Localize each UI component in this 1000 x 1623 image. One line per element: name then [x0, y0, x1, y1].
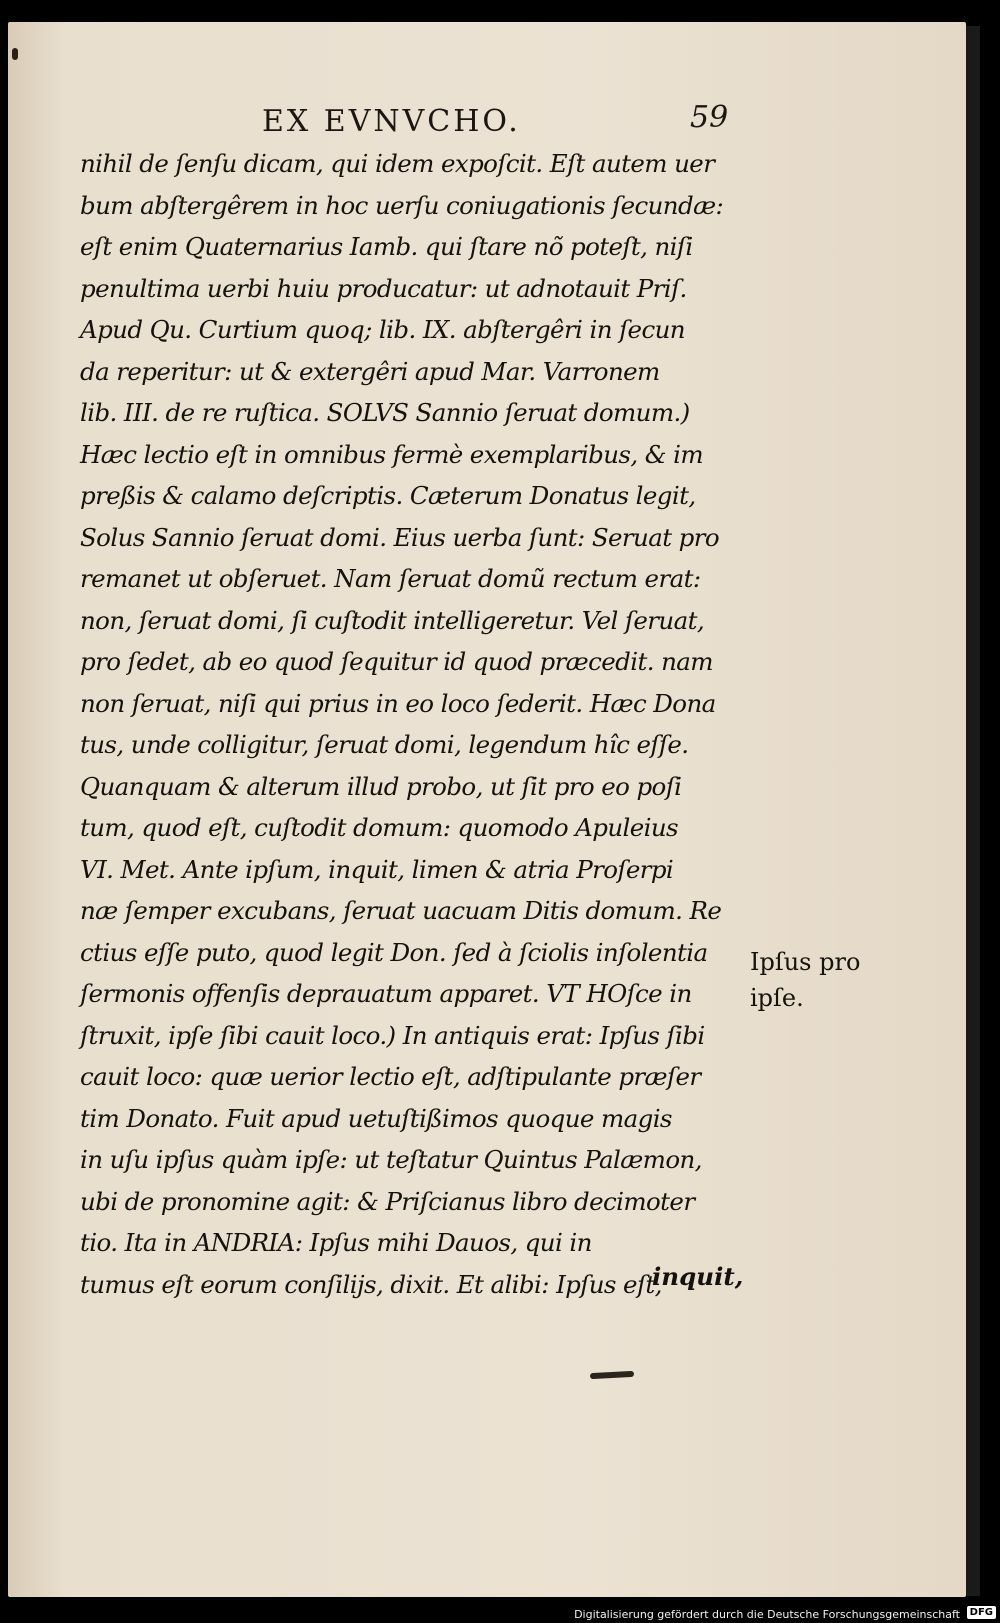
text-line: Quanquam & alterum illud probo, ut ſit pro eo poſi: [80, 771, 682, 801]
text-line: penultima uerbi huiu producatur: ut adnotauit Priſ.: [80, 273, 687, 303]
text-line: tum, quod eſt, cuſtodit domum: quomodo Apuleius: [80, 813, 679, 842]
text-line: lib. III. de re ruſtica. SOLVS Sannio ſeruat domum.): [80, 398, 690, 427]
text-line: eſt enim Quaternarius Iamb. qui ſtare nõ poteſt, niſi: [80, 232, 693, 261]
ink-stain: [12, 48, 18, 60]
text-line: cauit loco: quæ uerior lectio eſt, adſtipulante præſer: [80, 1062, 701, 1091]
text-line: VI. Met. Ante ipſum, inquit, limen & atria Proſerpi: [80, 854, 674, 884]
text-line: ubi de pronomine agit: & Priſcianus libro decimoter: [80, 1186, 695, 1216]
text-line: in uſu ipſus quàm ipſe: ut teſtatur Quintus Palæmon,: [80, 1145, 702, 1174]
page-number: 59: [690, 100, 729, 135]
text-line: ſermonis offenſis deprauatum apparet. VT HOſce in: [80, 979, 692, 1008]
text-line: tim Donato. Fuit apud uetuſtißimos quoque magis: [80, 1103, 672, 1133]
marginal-note-line-2: ipſe.: [750, 984, 804, 1012]
page-edge-shadow: [966, 26, 980, 1596]
text-line: remanet ut obſeruet. Nam ſeruat domũ rectum erat:: [80, 564, 701, 593]
text-line: Hæc lectio eſt in omnibus fermè exemplaribus, & im: [80, 439, 703, 469]
body-text: [80, 143, 750, 1305]
text-line: tus, unde colligitur, ſeruat domi, legendum hîc eſſe.: [80, 730, 689, 759]
catchword: inquit,: [652, 1262, 744, 1291]
text-line: preßis & calamo deſcriptis. Cæterum Donatus legit,: [80, 481, 696, 510]
text-line: non, ſeruat domi, ſi cuſtodit intelligeretur. Vel ſeruat,: [80, 605, 705, 635]
text-line: næ ſemper excubans, ſeruat uacuam Ditis domum. Re: [80, 896, 722, 925]
text-line: ctius eſſe puto, quod legit Don. ſed à ſciolis inſolentia: [80, 937, 708, 967]
text-line: Solus Sannio ſeruat domi. Eius uerba ſunt: Seruat pro: [80, 522, 720, 552]
footer-credit: Digitalisierung gefördert durch die Deutsche Forschungsgemeinschaft: [574, 1608, 960, 1621]
text-line: bum abſtergêrem in hoc uerſu coniugationis ſecundæ:: [80, 190, 724, 220]
text-line: nihil de ſenſu dicam, qui idem expoſcit. Eſt autem uer: [80, 149, 715, 178]
marginal-note: [750, 944, 860, 1016]
text-line: tio. Ita in ANDRIA: Ipſus mihi Dauos, qui in: [80, 1228, 592, 1257]
text-line: non ſeruat, niſi qui prius in eo loco ſederit. Hæc Dona: [80, 688, 716, 718]
text-line: ſtruxit, ipſe ſibi cauit loco.) In antiquis erat: Ipſus ſibi: [80, 1020, 705, 1050]
marginal-note-line-1: Ipſus pro: [750, 948, 861, 976]
text-line: tumus eſt eorum conſilijs, dixit. Et alibi: Ipſus eſt,: [80, 1269, 662, 1299]
text-line: da reperitur: ut & extergêri apud Mar. Varronem: [80, 356, 660, 386]
dfg-logo: DFG: [967, 1606, 996, 1619]
text-line: Apud Qu. Curtium quoq; lib. IX. abſtergêri in ſecun: [80, 315, 685, 344]
running-head: EX EVNVCHO.: [262, 104, 521, 139]
text-line: pro ſedet, ab eo quod ſequitur id quod præcedit. nam: [80, 647, 713, 676]
